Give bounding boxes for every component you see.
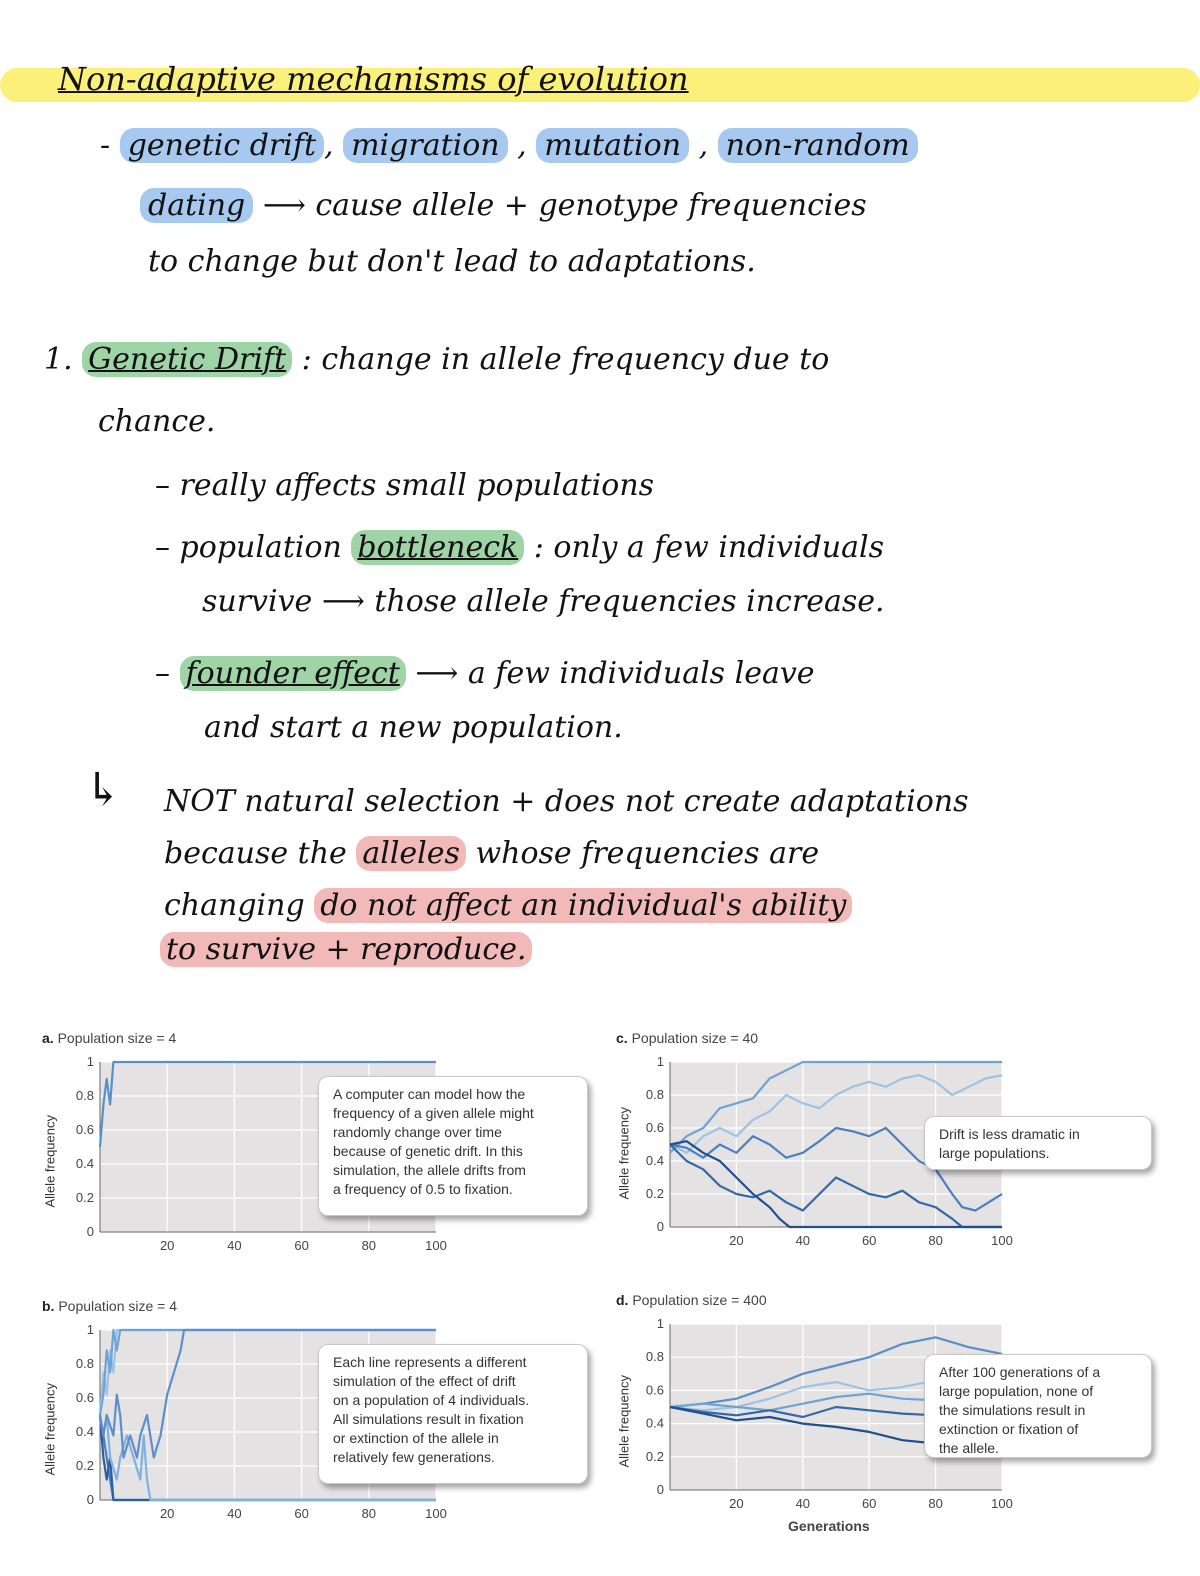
y-tick-label: 0.6 [645, 1382, 664, 1398]
bottleneck-line-2: survive ⟶ those allele frequencies increase. [202, 584, 885, 619]
y-tick-label: 0.8 [645, 1087, 664, 1102]
right-arrow-icon: ⟶ [262, 188, 306, 223]
term-dating: dating [140, 188, 253, 223]
x-tick-label: 20 [159, 1506, 175, 1521]
x-tick-label: 80 [361, 1238, 377, 1253]
highlight-do-not-affect: do not affect an individual's ability [314, 888, 852, 923]
term-bottleneck: bottleneck [351, 530, 524, 565]
panel-c [600, 1020, 1200, 1270]
intro-tail-1: cause allele + genotype frequencies [315, 188, 867, 223]
y-tick-label: 0.2 [645, 1448, 664, 1464]
y-tick-label: 0 [656, 1482, 664, 1497]
y-tick-label: 0 [86, 1224, 94, 1239]
x-tick-label: 20 [159, 1238, 175, 1253]
separator: , [324, 128, 334, 163]
panel-a [0, 1020, 600, 1270]
y-tick-label: 0.4 [75, 1156, 94, 1171]
x-tick-label: 80 [361, 1506, 377, 1521]
y-tick-label: 0.4 [75, 1424, 94, 1439]
x-tick-label: 20 [729, 1496, 744, 1511]
list-number: 1. [44, 342, 73, 377]
panel-title: c. Population size = 40 [616, 1030, 759, 1046]
callout-b: Each line represents a different simulation of the effect of drift on a population of 4 individuals. All simulations result in fixation or extinction of the allele in relatively few generations. [318, 1344, 588, 1484]
conclusion-line-2: because the alleles whose frequencies are [164, 836, 820, 871]
y-tick-label: 0.6 [75, 1390, 94, 1405]
dash: - [100, 128, 111, 163]
bottleneck-rest: : only a few individuals [533, 530, 884, 565]
founder-line-2: and start a new population. [204, 710, 623, 745]
y-tick-label: 0.2 [75, 1190, 94, 1205]
y-tick-label: 0.8 [75, 1356, 94, 1371]
drift-definition: change in allele frequency due to [321, 342, 830, 377]
x-tick-label: 20 [729, 1233, 744, 1248]
y-tick-label: 0.6 [645, 1120, 664, 1135]
panel-d [600, 1284, 1200, 1554]
term-mutation: mutation [536, 128, 689, 163]
y-tick-label: 1 [656, 1316, 664, 1331]
y-tick-label: 1 [656, 1054, 664, 1069]
x-tick-label: 60 [294, 1238, 309, 1253]
right-arrow-icon: ⟶ [321, 584, 365, 619]
y-tick-label: 0 [656, 1219, 664, 1234]
term-founder-effect: founder effect [180, 656, 406, 691]
callout-c: Drift is less dramatic in large populations. [924, 1116, 1152, 1170]
x-tick-label: 60 [861, 1233, 877, 1248]
y-tick-label: 0.2 [645, 1186, 664, 1201]
bullet-founder-effect: – founder effect ⟶ a few individuals leave [155, 656, 815, 691]
highlight-alleles: alleles [356, 836, 466, 871]
y-tick-label: 0.4 [645, 1153, 664, 1168]
y-axis-label: Allele frequency [42, 1115, 58, 1208]
term-non-random: non-random [718, 128, 918, 163]
x-tick-label: 80 [928, 1496, 943, 1511]
y-tick-label: 1 [86, 1322, 94, 1337]
x-tick-label: 100 [425, 1506, 447, 1521]
panel-title: b. Population size = 4 [42, 1298, 178, 1314]
y-axis-label: Allele frequency [616, 1375, 632, 1468]
conclusion-line-1: NOT natural selection + does not create adaptations [164, 784, 969, 819]
x-tick-label: 80 [928, 1233, 943, 1248]
drift-heading [44, 342, 829, 377]
y-tick-label: 0.4 [645, 1415, 664, 1431]
term-migration: migration [343, 128, 508, 163]
intro-line-1 [100, 128, 918, 163]
x-axis-label: Generations [788, 1518, 870, 1534]
y-axis-label: Allele frequency [616, 1107, 632, 1200]
callout-a: A computer can model how the frequency of a given allele might randomly change over time because of genetic drift. In this simulation, the allele drifts from a frequency of 0.5 to fixation. [318, 1076, 588, 1216]
callout-d: After 100 generations of a large population, none of the simulations result in extinction or fixation of the allele. [924, 1354, 1152, 1458]
y-tick-label: 0.6 [75, 1122, 94, 1137]
panel-b [0, 1288, 600, 1538]
x-tick-label: 40 [227, 1506, 242, 1521]
x-tick-label: 100 [425, 1238, 447, 1253]
x-tick-label: 100 [991, 1496, 1013, 1511]
hook-arrow-icon: ↳ [84, 762, 123, 816]
x-tick-label: 40 [227, 1238, 242, 1253]
colon: : [301, 342, 312, 377]
y-tick-label: 0.8 [75, 1088, 94, 1103]
term-genetic-drift: genetic drift [120, 128, 324, 163]
bullet-bottleneck: – population bottleneck : only a few individuals [155, 530, 884, 565]
x-tick-label: 40 [795, 1233, 811, 1248]
drift-definition-cont: chance. [98, 404, 216, 439]
y-tick-label: 0.2 [75, 1458, 94, 1473]
y-axis-label: Allele frequency [42, 1383, 58, 1476]
separator: , [517, 128, 527, 163]
page-title: Non-adaptive mechanisms of evolution [58, 60, 689, 98]
separator: , [698, 128, 709, 163]
y-tick-label: 1 [86, 1054, 94, 1069]
y-tick-label: 0.8 [645, 1349, 664, 1365]
term-genetic-drift-heading: Genetic Drift [82, 342, 292, 377]
y-tick-label: 0 [86, 1492, 94, 1507]
x-tick-label: 60 [294, 1506, 309, 1521]
x-tick-label: 100 [991, 1233, 1013, 1248]
panel-title: d. Population size = 400 [616, 1292, 767, 1308]
bottleneck-pre: population [179, 530, 342, 565]
x-tick-label: 60 [861, 1496, 877, 1511]
intro-line-2 [140, 188, 867, 223]
conclusion-line-4 [160, 932, 532, 967]
x-tick-label: 40 [795, 1496, 811, 1511]
bullet-small-populations: – really affects small populations [155, 468, 655, 503]
panel-title: a. Population size = 4 [42, 1030, 177, 1046]
conclusion-line-3: changing do not affect an individual's ability [164, 888, 852, 923]
right-arrow-icon: ⟶ [415, 656, 459, 691]
intro-line-3: to change but don't lead to adaptations. [148, 244, 756, 279]
highlight-survive-reproduce: to survive + reproduce. [160, 932, 532, 967]
